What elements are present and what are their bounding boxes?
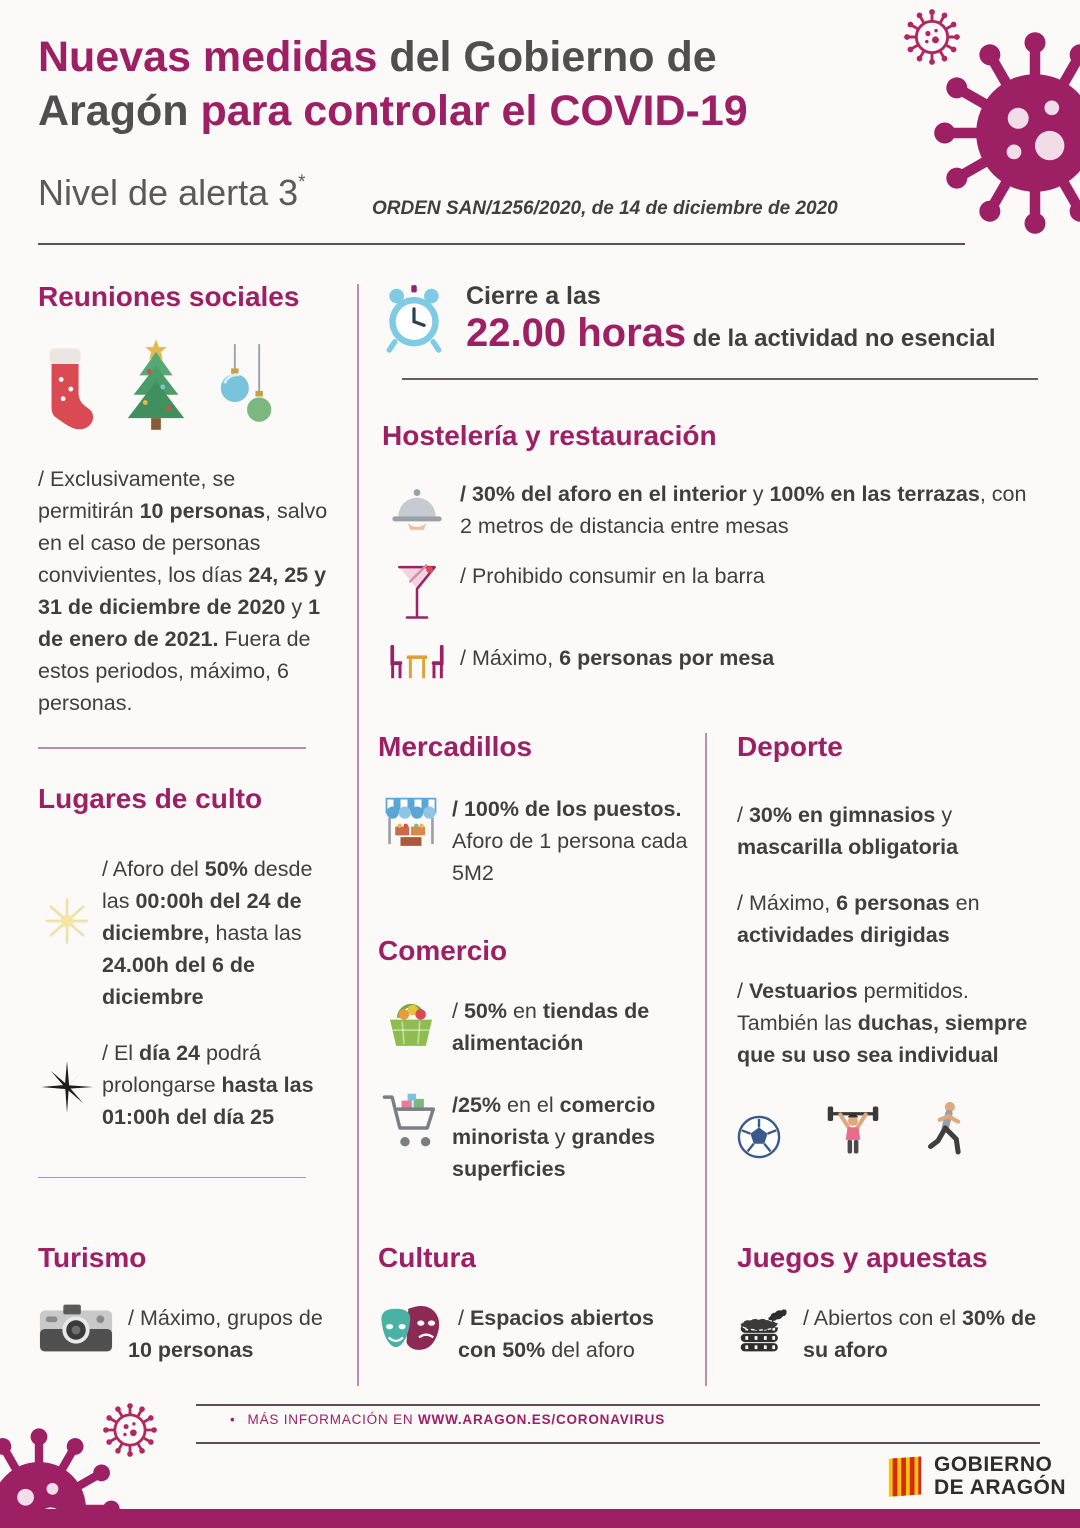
footer-info	[230, 1412, 665, 1427]
hosteleria-item-2	[382, 560, 1040, 628]
sports-icons-row	[737, 1099, 1040, 1159]
deporte-item-2-text: / Máximo, 6 personas en actividades dirigidas	[737, 891, 980, 947]
footer-bullet: •	[230, 1412, 236, 1427]
footer-info-url[interactable]: WWW.ARAGON.ES/CORONAVIRUS	[418, 1412, 665, 1427]
section-title-hosteleria: Hostelería y restauración	[382, 420, 717, 451]
section-hosteleria	[382, 420, 1040, 682]
serving-cloche-icon	[389, 478, 445, 536]
page-title-line-2: Aragón para controlar el COVID-19	[38, 87, 748, 135]
camera-icon	[38, 1302, 114, 1356]
divider	[705, 733, 707, 1386]
comercio-item-1-text: / 50% en tiendas de alimentación	[452, 999, 650, 1055]
page-title	[38, 30, 938, 138]
christmas-ornaments-icon	[218, 341, 276, 437]
cultura-item-1-text: / Espacios abiertos con 50% del aforo	[458, 1306, 654, 1362]
section-mercadillos-comercio	[378, 731, 692, 1185]
logo-line-1: GOBIERNO	[934, 1453, 1053, 1476]
turismo-item-1-text: / Máximo, grupos de 10 personas	[128, 1306, 323, 1362]
section-title-lugares-de-culto: Lugares de culto	[38, 782, 263, 814]
cultura-item-1	[378, 1302, 696, 1366]
divider	[38, 747, 306, 749]
footer-divider-bottom	[196, 1442, 1040, 1444]
mercadillos-item-1	[378, 793, 692, 889]
section-title-cultura: Cultura	[378, 1242, 476, 1273]
shopping-cart-icon	[381, 1089, 441, 1155]
section-title-mercadillos: Mercadillos	[378, 731, 533, 762]
alarm-clock-icon	[382, 280, 446, 356]
divider	[357, 284, 359, 1386]
turismo-item-1	[38, 1302, 338, 1366]
header-divider	[38, 243, 965, 245]
closing-intro: Cierre a las	[466, 282, 601, 310]
market-stall-icon	[383, 793, 439, 855]
alert-level-text: Nivel de alerta 3	[38, 172, 299, 213]
section-cultura	[378, 1242, 696, 1366]
christmas-icons-row	[38, 335, 332, 437]
cocktail-icon	[396, 560, 438, 628]
page-title-line-1: Nuevas medidas del Gobierno de	[38, 33, 717, 81]
sun-icon	[42, 893, 92, 949]
runner-icon	[925, 1099, 971, 1159]
section-cierre	[382, 280, 1040, 380]
alert-note-mark: *	[298, 172, 306, 193]
sparkle-star-icon	[41, 1055, 93, 1119]
hosteleria-item-1	[382, 478, 1040, 542]
hosteleria-item-2-text: / Prohibido consumir en la barra	[460, 564, 765, 588]
footer-divider-top	[196, 1404, 1040, 1406]
section-title-turismo: Turismo	[38, 1242, 147, 1273]
christmas-tree-icon	[120, 337, 192, 437]
coronavirus-icon	[903, 8, 961, 66]
christmas-stocking-icon	[38, 345, 94, 437]
logo-line-2: DE ARAGÓN	[934, 1476, 1067, 1499]
divider	[402, 378, 1038, 380]
worship-item-2-text: / El día 24 podrá prolongarse hasta las 01:00h del día 25	[102, 1040, 314, 1129]
reuniones-text: / Exclusivamente, se permitirán 10 personas, salvo en el caso de personas convivientes, los días 24, 25 y 31 de diciembre de 2020 y 1 de enero de 2021. Fuera de estos periodos, máximo, 6 personas.	[38, 467, 328, 715]
footer-info-prefix: MÁS INFORMACIÓN EN	[247, 1412, 418, 1427]
theater-masks-icon	[378, 1302, 444, 1362]
mercadillos-item-1-text: / 100% de los puestos. Aforo de 1 persona cada 5M2	[452, 797, 688, 885]
section-title-deporte: Deporte	[737, 731, 843, 762]
table-and-chairs-icon	[386, 642, 448, 682]
divider	[38, 1177, 306, 1179]
order-reference: ORDEN SAN/1256/2020, de 14 de diciembre de 2020	[372, 198, 838, 219]
poker-chips-icon	[737, 1302, 789, 1360]
hosteleria-item-3-text: / Máximo, 6 personas por mesa	[460, 646, 775, 670]
juegos-item-1-text: / Abiertos con el 30% de su aforo	[803, 1306, 1037, 1362]
hosteleria-item-1-text: / 30% del aforo en el interior y 100% en las terrazas, con 2 metros de distancia entre mesas	[460, 482, 1027, 538]
juegos-item-1	[737, 1302, 1040, 1366]
section-title-comercio: Comercio	[378, 935, 508, 966]
bottom-accent-bar	[0, 1509, 1080, 1528]
worship-item-1-text: / Aforo del 50% desde las 00:00h del 24 de diciembre, hasta las 24.00h del 6 de diciembre	[102, 856, 313, 1009]
hosteleria-item-3	[382, 642, 1040, 682]
grocery-basket-icon	[383, 995, 439, 1053]
deporte-item-1-text: / 30% en gimnasios y mascarilla obligatoria	[737, 803, 959, 859]
weightlifter-icon	[825, 1101, 881, 1159]
worship-item-1	[38, 853, 332, 1013]
comercio-item-2-text: /25% en el comercio minorista y grandes superficies	[452, 1093, 656, 1181]
gobierno-de-aragon-logo	[886, 1452, 1066, 1500]
deporte-item-3-text: / Vestuarios permitidos. También las duchas, siempre que su uso sea individual	[737, 979, 1028, 1067]
closing-line	[466, 311, 996, 356]
section-title-juegos: Juegos y apuestas	[737, 1242, 988, 1273]
section-reuniones-sociales	[38, 281, 332, 1178]
worship-item-2	[38, 1037, 332, 1133]
comercio-item-2	[378, 1089, 692, 1185]
section-juegos-apuestas	[737, 1242, 1040, 1366]
section-turismo	[38, 1242, 338, 1366]
closing-scope: de la actividad no esencial	[686, 325, 996, 352]
comercio-item-1	[378, 995, 692, 1059]
aragon-flag-icon	[886, 1452, 924, 1500]
alert-level	[38, 172, 306, 214]
football-icon	[737, 1115, 781, 1159]
closing-time: 22.00 horas	[466, 311, 687, 355]
section-deporte	[737, 731, 1040, 1159]
section-title-reuniones: Reuniones sociales	[38, 281, 300, 312]
